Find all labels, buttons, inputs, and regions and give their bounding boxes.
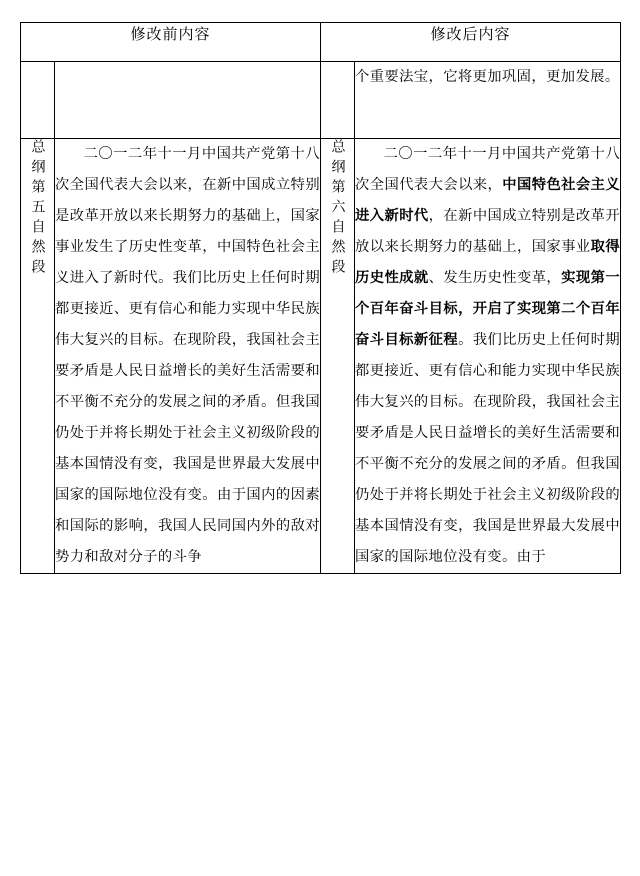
header-before: 修改前内容 (21, 23, 321, 62)
table-row (21, 62, 621, 139)
amended-text: 中国特色社会主义进入新时代 (355, 177, 621, 224)
section-label-after: 总纲第六自然段 (329, 139, 346, 279)
original-text: 、发生历史性变革， (428, 270, 562, 286)
row-label-after-section (321, 139, 355, 574)
table-header-row (21, 23, 621, 62)
original-text: 二〇一二年十一月中国共产党第十八次全国代表大会以来， (355, 146, 621, 193)
paragraph-after (355, 139, 620, 573)
row-text-before-section (55, 139, 321, 574)
original-text: 。我们比历史上任何时期都更接近、更有信心和能力实现中华民族伟大复兴的目标。在现阶段，我国社会主要矛盾是人民日益增长的美好生活需要和不平衡不充分的发展之间的矛盾。但我国仍处于并将长期处于社会主义初级阶段的基本国情没有变，我国是世界最大发展中国家的国际地位没有变。由于 (355, 332, 621, 565)
original-text: ，在新中国成立特别是改革开放以来长期努力的基础上，国家事业 (355, 208, 621, 255)
section-label-before: 总纲第五自然段 (29, 139, 46, 279)
row-label-before-section (21, 139, 55, 574)
paragraph-before: 二〇一二年十一月中国共产党第十八次全国代表大会以来，在新中国成立特别是改革开放以来长期努力的基础上，国家事业发生了历史性变革，中国特色社会主义进入了新时代。我们比历史上任何时期都更接近、更有信心和能力实现中华民族伟大复兴的目标。在现阶段，我国社会主要矛盾是人民日益增长的美好生活需要和不平衡不充分的发展之间的矛盾。但我国仍处于并将长期处于社会主义初级阶段的基本国情没有变，我国是世界最大发展中国家的国际地位没有变。由于国内的因素和国际的影响，我国人民同国内外的敌对势力和敌对分子的斗争 (55, 146, 321, 565)
comparison-table (20, 22, 621, 574)
row-text-after-continuation (355, 62, 621, 139)
paragraph-continuation: 个重要法宝，它将更加巩固，更加发展。 (355, 69, 620, 85)
row-text-before-empty (55, 62, 321, 139)
header-after: 修改后内容 (321, 23, 621, 62)
row-text-after-section (355, 139, 621, 574)
table-row (21, 139, 621, 574)
row-label-after-empty (321, 62, 355, 139)
amended-text: 实现第一个百年奋斗目标，开启了实现第二个百年奋斗目标新征程 (355, 270, 621, 348)
row-label-before-empty (21, 62, 55, 139)
amended-text: 取得历史性成就 (355, 239, 621, 286)
